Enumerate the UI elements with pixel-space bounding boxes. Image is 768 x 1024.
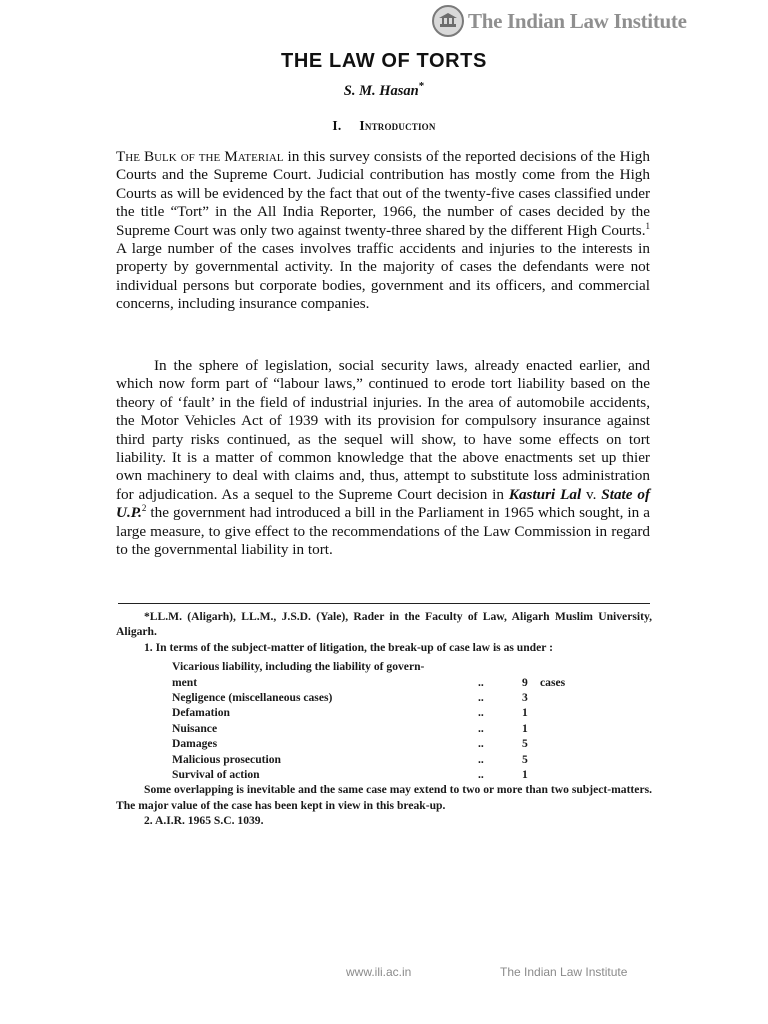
breakup-label: Damages <box>172 737 218 751</box>
footnote-ref-2: 2 <box>141 503 147 514</box>
paragraph-2-text-b: the government had introduced a bill in the Parliament in 1965 which sought, in a large measure, to give effect to the recommendations of the Law Commission in regard to the governmental liability in tort. <box>116 504 650 559</box>
breakup-row <box>116 659 652 674</box>
breakup-label: Malicious prosecution <box>172 752 281 766</box>
breakup-row <box>116 690 652 705</box>
breakup-unit <box>540 767 600 782</box>
breakup-dots: .. <box>478 691 484 704</box>
case-name-b: State of U.P. <box>116 485 650 522</box>
paragraph-1-text-a: in this survey consists of the reported decisions of the High Courts and the Supreme Court. Judicial contribution has mostly come from the High Courts as will be evidenced by the fact that out of the twenty-five cases classified under the title “Tort” in the All India Reporter, 1966, the number of cases decided by the Supreme Court was only two against twenty-three shared by the different High Courts. <box>116 148 650 239</box>
footnote-author: *LL.M. (Aligarh), LL.M., J.S.D. (Yale), Rader in the Faculty of Law, Aligarh Muslim University, Aligarh. <box>116 610 652 639</box>
breakup-row <box>116 752 652 767</box>
author-line <box>0 80 768 100</box>
breakup-unit: cases <box>540 675 566 689</box>
breakup-count: 5 <box>522 737 528 751</box>
author-footnote-mark: * <box>418 80 425 92</box>
breakup-unit <box>540 659 600 674</box>
paragraph-1-lead: The Bulk of the Material <box>116 148 284 165</box>
breakup-label: Negligence (miscellaneous cases) <box>172 691 333 704</box>
breakup-row <box>116 675 652 690</box>
page-footer <box>0 965 768 983</box>
author-name: S. M. Hasan <box>343 82 419 99</box>
header-logo <box>432 4 762 38</box>
breakup-unit <box>540 690 600 705</box>
breakup-count <box>522 659 540 674</box>
breakup-count: 5 <box>522 752 528 766</box>
footnote-ref-1: 1 <box>645 220 650 231</box>
institute-emblem-icon <box>432 5 464 37</box>
breakup-unit <box>540 752 600 767</box>
breakup-label: ment <box>172 675 198 689</box>
case-name-a: Kasturi Lal <box>508 485 582 503</box>
breakup-count: 3 <box>522 691 528 704</box>
footer-url: www.ili.ac.in <box>346 965 412 979</box>
breakup-row <box>116 736 652 751</box>
logo-text: The Indian Law Institute <box>468 8 687 33</box>
breakup-unit <box>540 705 600 720</box>
paragraph-1 <box>116 148 650 314</box>
breakup-dots: .. <box>478 706 484 720</box>
section-title: Introduction <box>359 118 436 133</box>
breakup-label: Defamation <box>172 706 230 720</box>
breakup-label: Vicarious liability, including the liability of govern- <box>172 660 425 674</box>
breakup-dots: .. <box>478 675 484 689</box>
footnote-1-note: Some overlapping is inevitable and the same case may extend to two or more than two subject-matters. The major value of the case has been kept in view in this break-up. <box>116 783 652 812</box>
breakup-row <box>116 767 652 782</box>
breakup-count: 9 <box>522 675 528 689</box>
breakup-count: 1 <box>522 706 528 720</box>
breakup-dots: .. <box>478 737 484 751</box>
breakup-unit <box>540 736 600 751</box>
footer-institute: The Indian Law Institute <box>500 965 628 979</box>
breakup-dots: .. <box>478 767 484 781</box>
article-title: THE LAW OF TORTS <box>281 50 487 72</box>
paragraph-1-text-b: A large number of the cases involves traffic accidents and injuries to the interests in property by governmental activity. In the majority of cases the defendants were not individual persons but corporate bodies, government and its officers, and commercial concerns, including insurance companies. <box>116 240 650 313</box>
breakup-unit <box>540 721 600 736</box>
section-number: I. <box>332 118 342 133</box>
footnote-divider <box>118 603 650 604</box>
breakup-dots: .. <box>478 752 484 766</box>
section-heading <box>0 118 768 134</box>
case-versus: v. <box>581 485 602 503</box>
breakup-count: 1 <box>522 721 528 735</box>
footnote-1-intro: 1. In terms of the subject-matter of litigation, the break-up of case law is as under : <box>144 640 553 654</box>
breakup-dots <box>478 659 522 674</box>
paragraph-2-text-a: In the sphere of legislation, social security laws, already enacted earlier, and which now form part of “labour laws,” continued to erode tort liability based on the theory of ‘fault’ in the field of industrial injuries. In the area of automobile accidents, the Motor Vehicles Act of 1939 with its provision for compulsory insurance against third party risks continued, as the sequel will show, to have some effects on tort liability. It is a matter of common knowledge that the above enactments set up thier own machinery to deal with claims and, thus, attempt to substitute loss administration for adjudication. As a sequel to the Supreme Court decision in <box>116 357 650 503</box>
footnotes <box>116 609 652 829</box>
breakup-label: Nuisance <box>172 721 218 735</box>
breakup-label: Survival of action <box>172 767 260 781</box>
breakup-table <box>116 659 652 782</box>
paragraph-2 <box>116 357 650 559</box>
breakup-row <box>116 721 652 736</box>
breakup-dots: .. <box>478 721 484 735</box>
footnote-2: 2. A.I.R. 1965 S.C. 1039. <box>144 814 264 828</box>
breakup-row <box>116 705 652 720</box>
breakup-count: 1 <box>522 767 528 781</box>
